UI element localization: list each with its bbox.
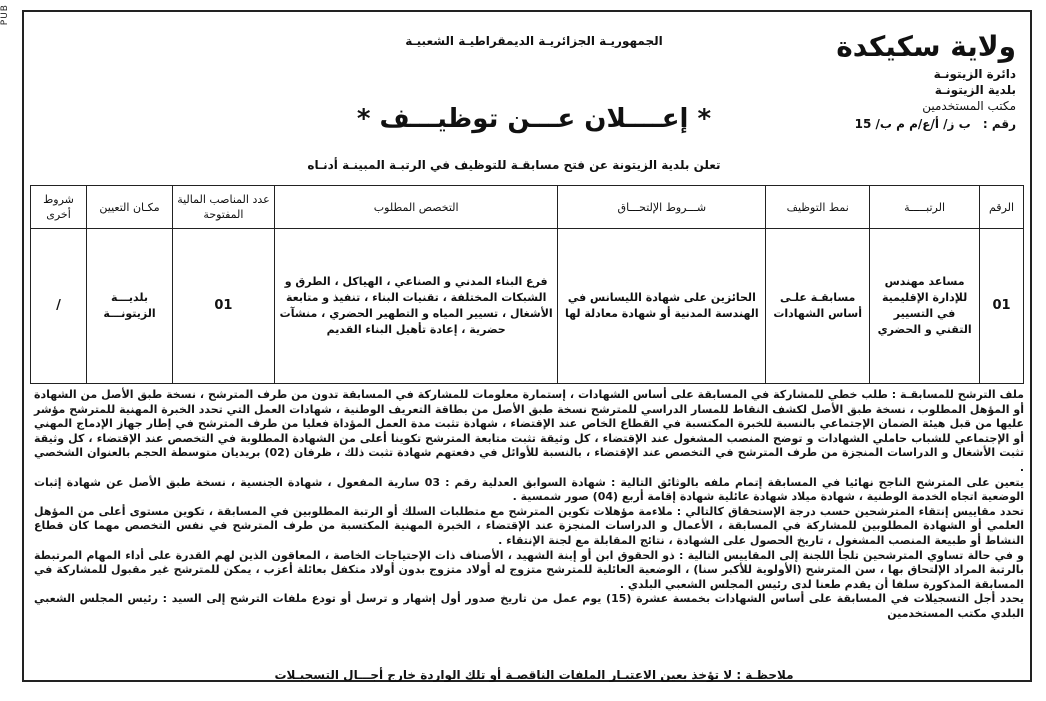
wilaya-name: ولاية سكيكدة xyxy=(836,30,1016,63)
baladia-name: بلدية الزيتونـة xyxy=(934,83,1016,97)
note-text: ملاحظـة : لا تؤخذ بعين الاعتبـار الملفات الناقصـة أو تلك الواردة خارج أجـــال التسجيـلات xyxy=(274,668,794,682)
paragraph-selection-criteria: تحدد مقاييس إنتقاء المترشحين حسب درجة الإستحقاق كالتالي : ملاءمة مؤهلات تكوين المترشح مع متطلبات السلك أو الرتبة المطلوبين في المسابقة ، تكوين مستوى أعلى من المؤهل العلمي أو الشهادة المطلوبين للمشاركة في المسابقة ، الأعمال و الدراسات المنجزة عند الإقتضاء ، الخبرة المهنية المكتسبة من طرف المترشح في نفس التخصص مهما كان قطاع النشاط أو طبيعة المنصب المشغول ، تاريخ الحصول على الشهادة ، نتائج المقابلة مع لجنة الإنتقاء . xyxy=(34,504,1024,547)
header-grade: الرتبـــــة xyxy=(870,186,980,229)
header-mode: نمط التوظيف xyxy=(766,186,870,229)
header-positions: عدد المناصب المالية المفتوحة xyxy=(172,186,274,229)
reference-value: ب ز/ أ/ع/م م ب/ 15 xyxy=(854,117,971,131)
reference xyxy=(836,116,1016,132)
daira-name: دائرة الزيتونـة xyxy=(933,67,1016,81)
cell-specialty: فرع البناء المدني و الصناعي ، الهياكل ، الطرق و الشبكات المختلفة ، تقنيات البناء ، تنفيذ و متابعة الأشغال ، تسيير المياه و التطهير الحضري ، منشآت حضرية ، إعادة تأهيل البناء القديم xyxy=(274,229,558,384)
issuer-block xyxy=(836,30,1016,132)
pub-label: PUB xyxy=(0,4,10,26)
page-title: * إعــــلان عـــن توظيـــف * xyxy=(356,104,712,134)
header-specialty: التخصص المطلوب xyxy=(274,186,558,229)
announcement-frame xyxy=(22,10,1032,682)
table-row xyxy=(31,229,1024,384)
republic-heading: الجمهوريـة الجزائريـة الديمقراطيـة الشعبيـة xyxy=(405,34,663,48)
reference-label: رقم : xyxy=(982,117,1016,131)
header-other: شروط أخرى xyxy=(31,186,87,229)
office-name: مكتب المستخدمين xyxy=(922,99,1016,113)
positions-table xyxy=(30,185,1024,384)
cell-positions: 01 xyxy=(172,229,274,384)
terms-text xyxy=(34,388,1024,622)
header-num: الرقم xyxy=(980,186,1024,229)
paragraph-final-file: يتعين على المترشح الناجح نهائيا في المسابقة إتمام ملفه بالوثائق التالية : شهادة السوابق العدلية رقم : 03 سارية المفعول ، شهادة الجنسية ، نسخة طبق الأصل عن شهادة إثبات الوضعية اتجاه الخدمة الوطنية ، شهادة ميلاد شهادة عائلية شهادة إقامة أربع (04) صور شمسية . xyxy=(34,475,1024,504)
header-conditions: شـــروط الإلتحـــاق xyxy=(558,186,766,229)
cell-place: بلديـــة الزيتونـــة xyxy=(87,229,173,384)
cell-other: / xyxy=(31,229,87,384)
cell-grade: مساعد مهندس للإدارة الإقليمية في التسيير التقني و الحضري xyxy=(870,229,980,384)
paragraph-tie-criteria: و في حالة تساوي المترشحين تلجأ اللجنة إلى المقاييس التالية : ذو الحقوق ابن أو إبنة الشهيد ، الأصناف ذات الإحتياجات الخاصة ، المعاقون الذين لهم القدرة على أداء المهام المرتبطة بالرتبة المراد الإلتحاق بها ، سن المترشح (الأولوية للأكبر سنا) ، الوضعية العائلية للمترشح متزوج له أولاد متزوج بدون أولاد متكفل بعائلة أعزب ، يمكن للمترشح غير مقبول للمشاركة في المسابقة المذكورة سلفا أن يقدم طعنا لدى رئيس المجلس الشعبي البلدي . xyxy=(34,548,1024,591)
paragraph-application-file: ملف الترشح للمسابقـة : طلب خطي للمشاركة في المسابقة على أساس الشهادات ، إستمارة معلومات للمشاركة في المسابقة تدون من طرف المترشح ، نسخة طبق الأصل من الشهادة أو المؤهل المطلوب ، نسخة طبق الأصل لكشف النقاط للمسار الدراسي للمترشح نسخة طبق الأصل من بطاقة التعريف الوطنية ، شهادات العمل التي تحدد الخبرة المهنية للمترشح مؤشر عليها من قبل هيئة الضمان الإجتماعي بالنسبة للخبرة المكتسبة في القطاع الخاص عند الإقتضاء ، شهادة تثبت مدة العمل المؤداة فعليا من طرف المترشح في إطار جهاز الإدماج المهني أو الإجتماعي للشباب حاملي الشهادات و توضح المنصب المشغول عند الإقتضاء ، كل وثيقة تثبت متابعة المترشح تكوينا أعلى من الشهادة المطلوبة في التخصص عند الإقتضاء ، كل وثيقة تثبت الأشغال و الدراسات المنجزة من طرف المترشح في التخصص عند الإقتضاء ، بالنسبة للأوائل في دفعتهم شهادة تثبت ذلك ، ظرفان (02) بريديان متوسطة الحجم بالعنوان الشخصي . xyxy=(34,388,1025,474)
cell-num: 01 xyxy=(980,229,1024,384)
paragraph-deadline: يحدد أجل التسجيلات في المسابقة على أساس الشهادات بخمسة عشرة (15) يوم عمل من تاريخ صدور أول إشهار و ترسل أو تودع ملفات الترشح إلى السيد : رئيس المجلس الشعبي البلدي مكتب المستخدمين xyxy=(34,592,1024,620)
table-header-row xyxy=(31,186,1024,229)
header-place: مكـان التعيين xyxy=(87,186,173,229)
cell-mode: مسابقـة علـى أساس الشهادات xyxy=(766,229,870,384)
cell-conditions: الحائزين على شهادة الليسانس في الهندسة المدنية أو شهادة معادلة لها xyxy=(558,229,766,384)
intro-text: تعلن بلدية الزيتونة عن فتح مسابقـة للتوظيف في الرتبـة المبينـة أدنـاه xyxy=(307,158,721,172)
